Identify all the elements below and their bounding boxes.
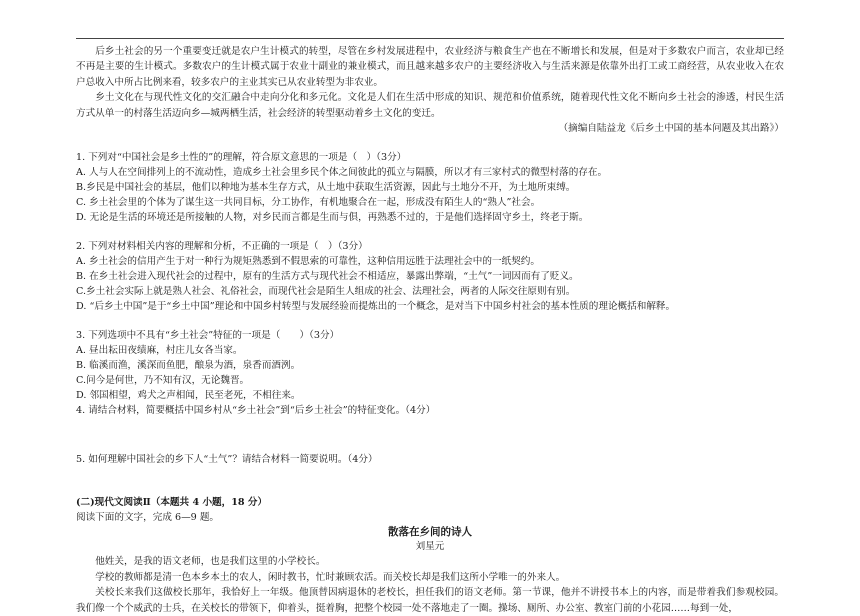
story-author: 刘星元 bbox=[415, 541, 445, 553]
option-d: D. “后乡土中国”是于“乡土中国”理论和中国乡村转型与发展经验而提炼出的一个概念，是对当下中国乡村社会的基本性质的理论概括和解释。 bbox=[76, 301, 676, 313]
passage-paragraph: 乡土文化在与现代性文化的交汇融合中走向分化和多元化。文化是人们在生活中形成的知识、规范和价值系统，随着现代性文化不断向乡土社会的渗透，村民生活方式从单一的村落生活迈向乡—城两栖生活，社会经济的转型驱动着乡土文化的变迁。 bbox=[76, 92, 784, 119]
document-page bbox=[76, 44, 784, 616]
story-paragraph: 关校长来我们这做校长那年，我恰好上一年级。他顶替因病退休的老校长，担任我们的语文老师。第一节课，他并不讲授书本上的内容，而是带着我们参观校园。我们像一个个威武的士兵，在关校长的带领下，仰着头，挺着胸，把整个校园一处不落地走了一圈。操场、厕所、办公室、教室门前的小花园……每到一处， bbox=[76, 587, 784, 614]
passage-source: （摘编自陆益龙《后乡土中国的基本问题及其出路》） bbox=[558, 123, 784, 135]
option-c: C. 乡土社会里的个体为了谋生这一共同目标，分工协作，有机地聚合在一起，形成没有陌生人的“熟人”社会。 bbox=[76, 197, 541, 209]
spacer bbox=[76, 225, 784, 239]
section-instruction: 阅读下面的文字，完成 6—9 题。 bbox=[76, 512, 220, 524]
question-stem: 2. 下列对材料相关内容的理解和分析，不正确的一项是（ ）（3分） bbox=[76, 241, 368, 253]
option-c: C.乡土社会实际上就是熟人社会、礼俗社会，而现代社会是陌生人组成的社会、法理社会，两者的人际交往原则有别。 bbox=[76, 286, 576, 298]
story-paragraph: 学校的教师都是清一色本乡本土的农人，闲时教书，忙时兼顾农活。而关校长却是我们这所小学唯一的外来人。 bbox=[95, 571, 566, 583]
spacer bbox=[76, 314, 784, 328]
option-d: D. 无论是生活的环境还是所接触的人物，对乡民而言都是生而与俱，再熟悉不过的，于是他们选择固守乡土，终老于斯。 bbox=[76, 212, 589, 224]
question-2 bbox=[76, 239, 784, 314]
option-a: A. 乡土社会的信用产生于对一种行为规矩熟悉到不假思索的可靠性，这种信用远胜于法理社会中的一纸契约。 bbox=[76, 256, 540, 268]
question-5: 5. 如何理解中国社会的乡下人“土气”？请结合材料一简要说明。（4分） bbox=[76, 454, 378, 466]
story-title: 散落在乡间的诗人 bbox=[388, 526, 472, 539]
option-a: A. 人与人在空间排列上的不流动性，造成乡土社会里乡民个体之间彼此的孤立与隔膜，所以才有三家村式的微型村落的存在。 bbox=[76, 167, 608, 179]
spacer bbox=[76, 136, 784, 150]
section-heading: (二)现代文阅读Ⅱ（本题共 4 小题，18 分） bbox=[76, 497, 268, 509]
option-b: B.乡民是中国社会的基层，他们以种地为基本生存方式，从土地中获取生活资源，因此与土地分不开，为土地所束缚。 bbox=[76, 182, 576, 194]
option-b: B. 在乡土社会进入现代社会的过程中，原有的生活方式与现代社会不相适应，暴露出弊端，“土气”一词因而有了贬义。 bbox=[76, 271, 579, 283]
option-d: D. 邻国相望，鸡犬之声相闻，民至老死，不相往来。 bbox=[76, 390, 301, 402]
question-4: 4. 请结合材料，简要概括中国乡村从“乡土社会”到“后乡土社会”的特征变化。（4分） bbox=[76, 405, 436, 417]
question-stem: 1. 下列对“中国社会是乡土性的”的理解，符合原文意思的一项是（ ）（3分） bbox=[76, 152, 407, 164]
story-paragraph: 他姓关，是我的语文老师，也是我们这里的小学校长。 bbox=[95, 556, 326, 568]
option-c: C.问今是何世，乃不知有汉，无论魏晋。 bbox=[76, 375, 250, 387]
option-b: B. 临溪而渔，溪深而鱼肥，酿泉为酒，泉香而酒洌。 bbox=[76, 360, 301, 372]
option-a: A. 昼出耘田夜绩麻，村庄儿女各当家。 bbox=[76, 345, 243, 357]
answer-space bbox=[76, 467, 784, 495]
question-stem: 3. 下列选项中不具有“乡土社会”特征的一项是（ ）（3分） bbox=[76, 330, 340, 342]
answer-space bbox=[76, 418, 784, 452]
question-1 bbox=[76, 150, 784, 225]
top-rule bbox=[76, 38, 784, 39]
passage-paragraph: 后乡土社会的另一个重要变迁就是农户生计模式的转型，尽管在乡村发展进程中，农业经济与粮食生产也在不断增长和发展，但是对于多数农户而言，农业却已经不再是主要的生计模式。多数农户的生计模式属于农业十副业的兼业模式，而且越来越多农户的主要经济收入与生活来源是依靠外出打工或工商经营，从农业收入在农户总收入中所占比例来看，较多农户的主业其实已从农业转型为非农业。 bbox=[76, 46, 784, 88]
question-3 bbox=[76, 328, 784, 403]
